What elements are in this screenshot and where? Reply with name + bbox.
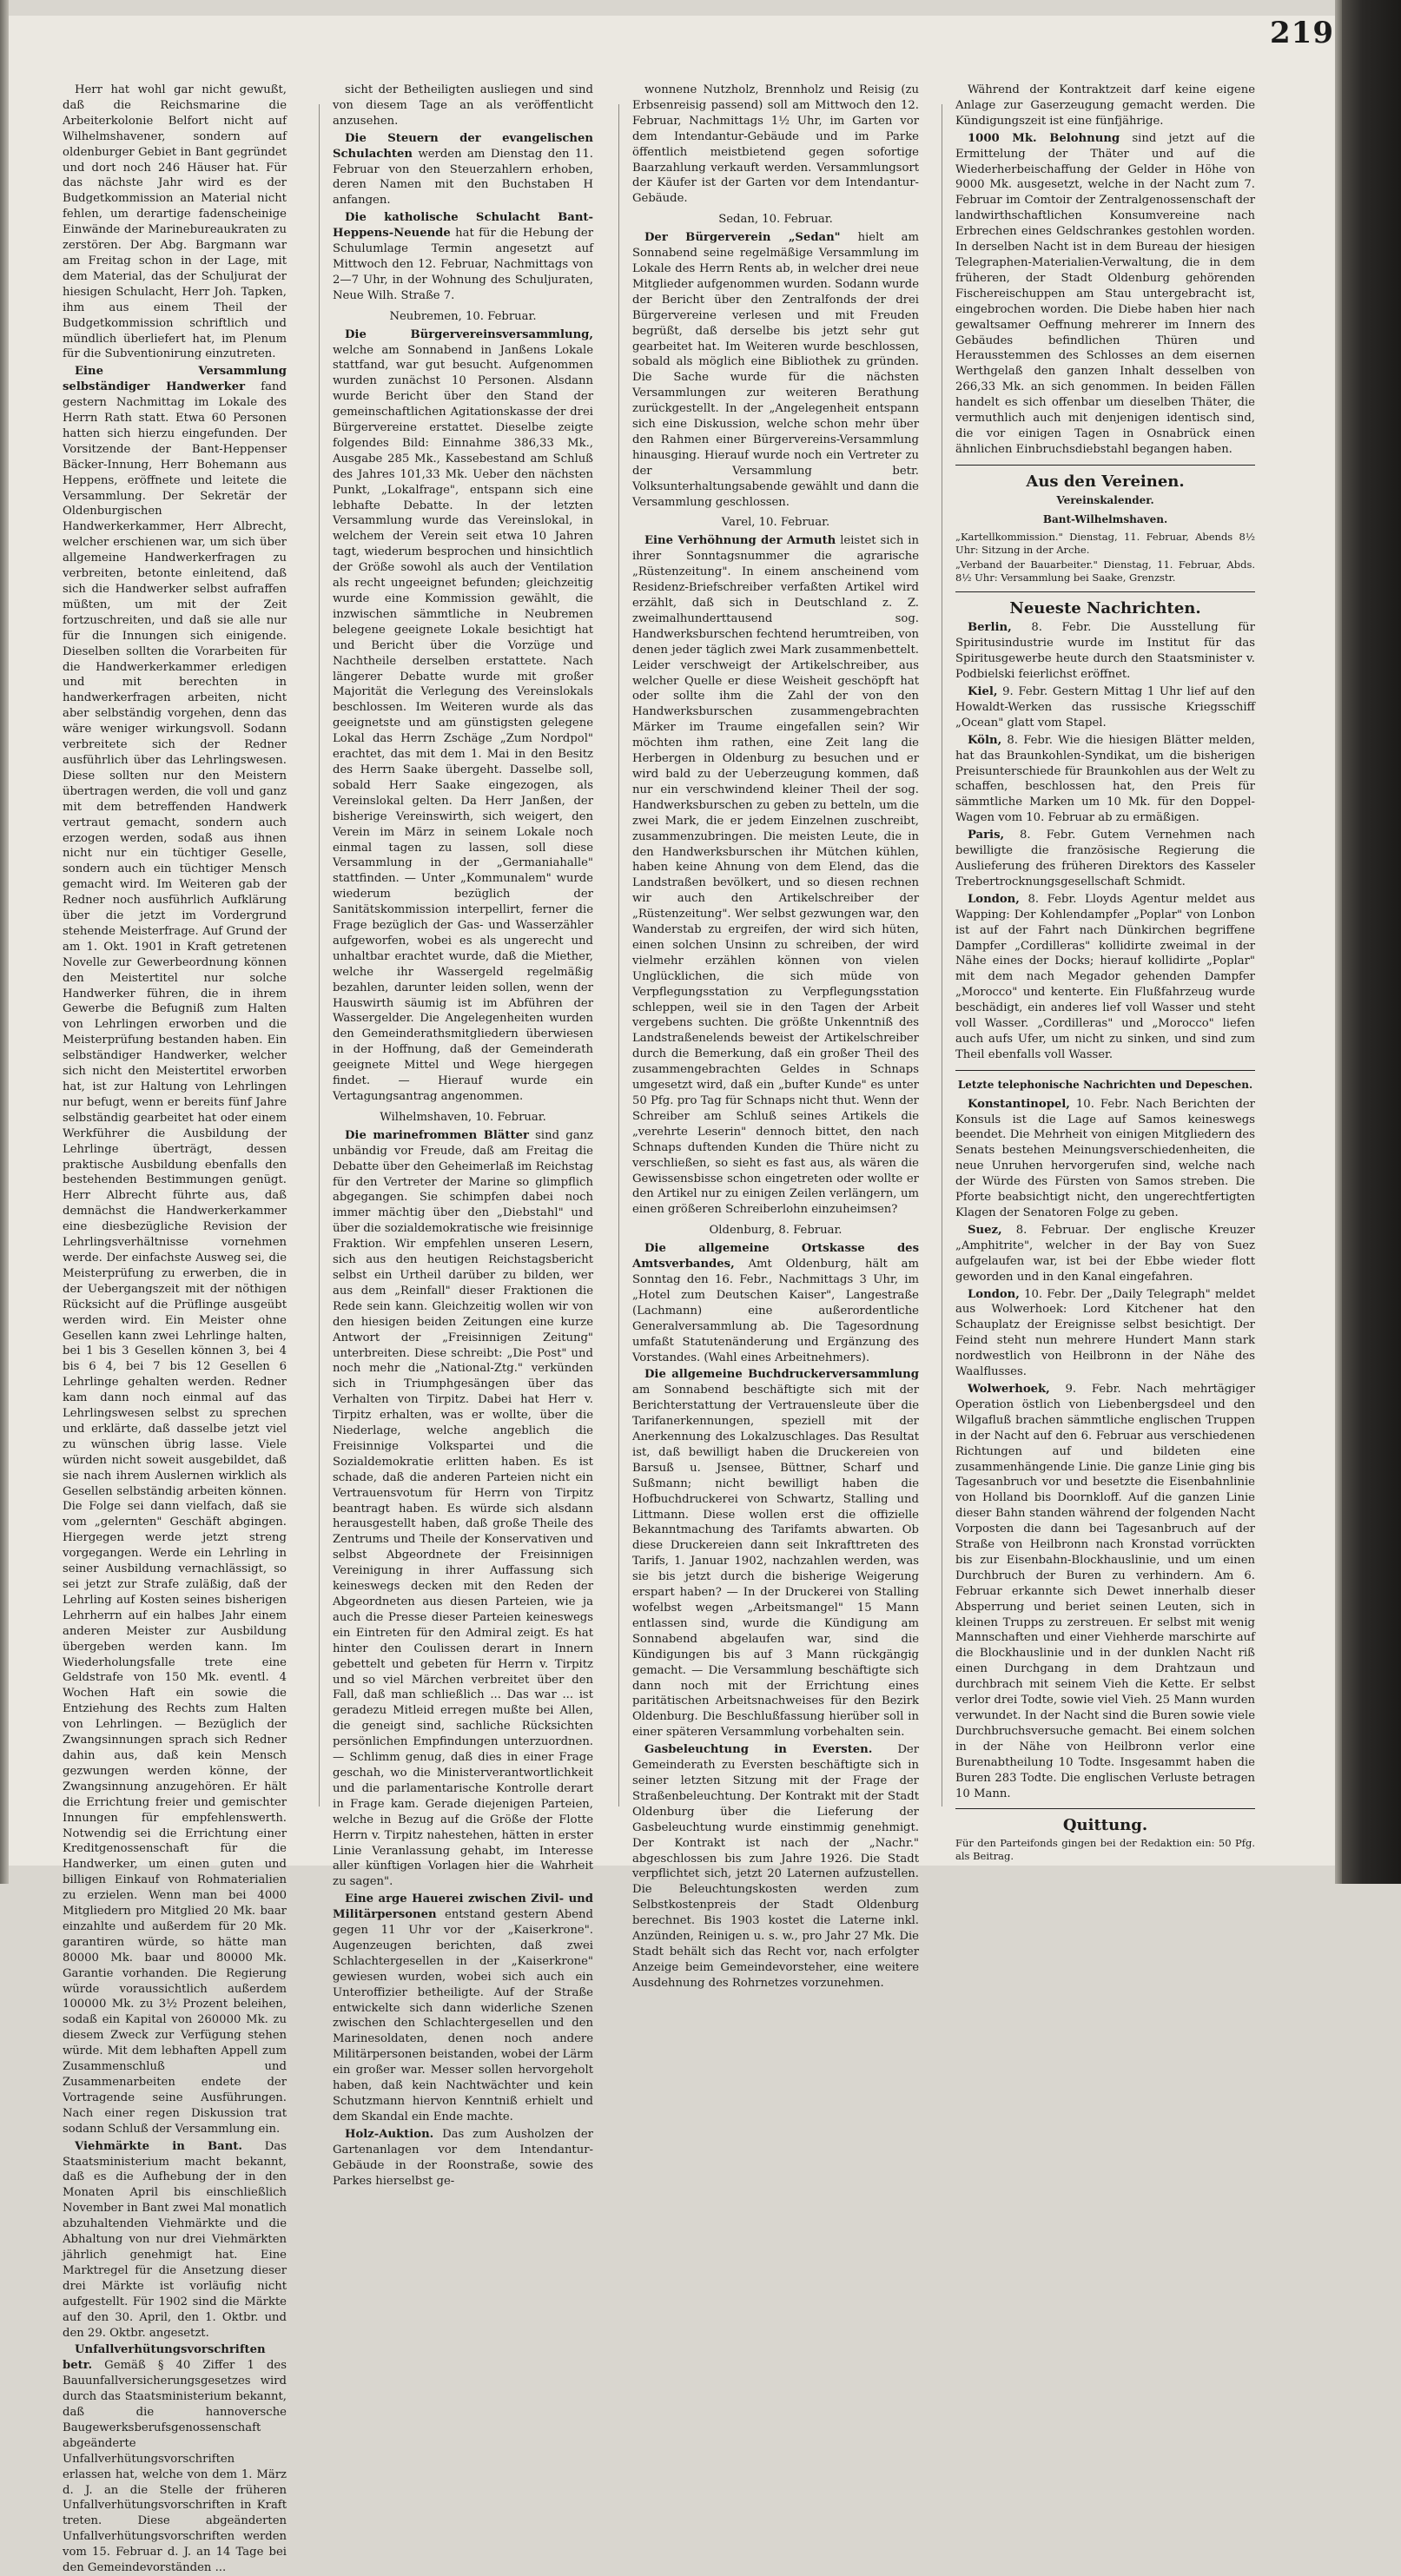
article-text: Der Gemeinderath zu Eversten beschäftigte sich in seiner letzten Sitzung mit der Frage der Straßenbeleuchtung. Der Kontrakt mit der Stadt Oldenburg über die Lieferung der Gasbeleuchtung wurde einstimmig genehmigt. Der Kontrakt ist nach der „Nachr." abgeschlossen bis zum Jahre 1926. Die Stadt verpflichtet sich, jetzt 20 Laternen aufzustellen. Die Beleuchtungskosten werden zum Selbstkostenpreis der Stadt Oldenburg berechnet. Bis 1903 kostet die Laterne inkl. Anzünden, Reinigen u. s. w., pro Jahr 27 Mk. Die Stadt behält sich das Recht vor, nach erfolgter Anzeige beim Gemeindevorsteher, eine weitere Ausdehnung des Rohrnetzes vorzunehmen. [632,1743,919,1990]
article-text: 8. Febr. Wie die hiesigen Blätter melden, hat das Braunkohlen-Syndikat, um die bisherigen Preisunterschiede für Braunkohlen aus der Welt zu schaffen, beschlossen hat, den Preis für sämmtliche Marken um 10 Mk. für den Doppel-Wagen vom 10. Februar ab zu ermäßigen. [955,733,1255,825]
subheading: Bant-Wilhelmshaven. [1042,512,1168,525]
dateline: Sedan, 10. Februar. [718,213,833,227]
section-heading: Aus den Vereinen. [1026,472,1185,491]
column-3 [632,83,920,1990]
article-headline: Die Steuern der evangelischen Schulachten [333,131,593,161]
column-1 [63,83,287,2575]
article-headline: Berlin, [968,621,1012,635]
book-binding [1342,0,1401,1884]
article-paragraph [632,1367,919,1740]
article-text: sind jetzt auf die Ermittelung der Thäter und auf die Wiederherbeischaffung der Gelder in Höhe von 9000 Mk. ausgesetzt, welche in der Nacht zum 7. Februar im Comtoir der Zentralgenossenschaft der landwirthschaftlichen Konsumvereine nach Erbrechen eines Geldschrankes gestohlen worden. In derselben Nacht ist in dem Bureau der hiesigen Telegraphen-Materialien-Verwaltung, die in dem früheren, der Stadt Oldenburg gehörenden Fischereischuppen am Stau untergebracht ist, eingebrochen worden. Die Diebe haben hier nach gewaltsamer Oeffnung mehrerer im Innern des Gebäudes befindlichen Thüren und Herausstemmen des Schlosses an dem eisernen Werthgelaß den ganzen Inhalt desselben von 266,33 Mk. an sich genommen. In beiden Fällen handelt es sich offenbar um dieselben Thäter, die vermuthlich auch mit denjenigen identisch sind, die vor einigen Tagen in Osnabrück einen ähnlichen Einbruchsdiebstahl begangen haben. [955,131,1255,456]
article-text: werden am Dienstag den 11. Februar von den Steuerzahlern erhoben, deren Namen mit den Buchstaben H anfangen. [333,147,593,208]
article-headline: London, [968,892,1020,906]
binding-edge [1335,0,1342,1884]
article-paragraph [632,1742,919,1991]
article-paragraph [955,733,1255,826]
notice-text: „Kartellkommission." Dienstag, 11. Februar, Abends 8½ Uhr: Sitzung in der Arche. [955,531,1255,557]
article-paragraph [955,828,1255,890]
article-text: sind ganz unbändig vor Freude, daß am Freitag die Debatte über den Geheimerlaß im Reichstag für den Vertreter der Marine so glimpflich abgegangen. Sie schimpfen dabei noch immer mächtig über den „Diebstahl" und über die sozialdemokratische wie freisinnige Fraktion. Wir empfehlen unseren Lesern, sich aus den heutigen Reichstagsbericht selbst ein Urtheil darüber zu bilden, wer aus dem „Reinfall" dieser Fraktionen die Rede sein kann. Gleichzeitig wollen wir von den hiesigen beiden Zeitungen eine kurze Antwort der „Freisinnigen Zeitung" unterbreiten. Diese schreibt: „Die Post" und noch mehr die „National-Ztg." verkünden sich in Triumphgesängen über das Verhalten von Tirpitz. Dabei hat Herr v. Tirpitz erhalten, was er wollte, über die Niederlage, welche angeblich die Freisinnige Volkspartei und die Sozialdemokratie erlitten haben. Es ist schade, daß die anderen Parteien nicht ein Vertrauensvotum für Herrn von Tirpitz beantragt haben. Es würde sich alsdann herausgestellt haben, daß große Theile des Zentrums und Theile der Konservativen und selbst Abgeordnete der Freisinnigen Vereinigung in ihrer Auffassung sich keineswegs decken mit den Reden der Abgeordneten aus diesen Parteien, wie ja auch die Presse dieser Parteien keineswegs ein Eintreten für den Admiral zeigt. Es hat hinter den Coulissen derart in Innern gebettelt und gebeten für Herrn v. Tirpitz und so viel Märchen verbreitet über den Fall, daß man schließlich ... Das war ... ist geradezu Mitleid erregen mußte bei Allen, die geneigt sind, sachliche Rücksichten persönlichen Empfindungen unterzuordnen. — Schlimm genug, daß dies in einer Frage geschah, wo die Ministerverantwortlichkeit und die parlamentarische Kontrolle derart in Frage kam. Gerade diejenigen Parteien, welche in Bezug auf die Größe der Flotte Herrn v. Tirpitz nahestehen, hätten in erster Linie Veranlassung gehabt, im Interesse aller künftigen Vorlagen hier die Wahrheit zu sagen". [333,1128,594,1889]
article-paragraph [63,364,287,2137]
article-text: 8. Febr. Gutem Vernehmen nach bewilligte die französische Regierung die Auslieferung des früheren Direktors des Kasseler Trebertrocknungsgesellschaft Schmidt. [955,829,1255,888]
article-text: fand gestern Nachmittag im Lokale des Herrn Rath statt. Etwa 60 Personen hatten sich hierzu eingefunden. Der Vorsitzende der Bant-Heppenser Bäcker-Innung, Herr Bohemann aus Heppens, eröffnete und leitete die Versammlung. Der Sekretär der Oldenburgischen Handwerkerkammer, Herr Albrecht, welcher erschienen war, um sich über allgemeine Handwerkerfragen zu verbreiten, betonte einleitend, daß sich die Handwerker selbst aufraffen müßten, um mit der Zeit fortzuschreiten, und daß sie alle nur für die Innungen sich einigende. Dieselben sollten die Vorarbeiten für die Handwerkerkammer erledigen und mit berechten in handwerkerfragen arbeiten, nicht aber selbständig vorgehen, denn das wäre weniger wirkungsvoll. Sodann verbreitete sich der Redner ausführlich über das Lehrlingswesen. Diese sollten nur den Meistern übertragen werden, die voll und ganz mit dem betreffenden Handwerk vertraut gemacht, sondern auch erzogen werden, sodaß aus ihnen nicht nur ein tüchtiger Geselle, sondern auch ein tüchtiger Mensch gemacht wird. Im Weiteren gab der Redner noch ausführlich Aufklärung über die jetzt im Vordergrund stehende Meisterfrage. Auf Grund der am 1. Okt. 1901 in Kraft getretenen Novelle zur Gewerbeordnung können den Meistertitel nur solche Handwerker führen, die in ihrem Gewerbe die Befugniß zum Halten von Lehrlingen erworben und die Meisterprüfung bestanden haben. Ein selbständiger Handwerker, welcher sich nicht den Meistertitel erworben hat, ist zur Haltung von Lehrlingen nur befugt, wenn er bereits fünf Jahre selbständig gearbeitet hat oder einem Werkführer die Ausbildung der Lehrlinge überträgt, dessen praktische Ausbildung ebenfalls den bestehenden Bestimmungen genügt. Herr Albrecht führte aus, daß demnächst die Handwerkerkammer eine diesbezügliche Revision der Lehrlingsverhältnisse vornehmen werde. Der einfachste Ausweg sei, die Meisterprüfung zu erwerben, die in der Uebergangszeit mit der nöthigen Rücksicht auf die Prüflinge ausgeübt werden wird. Ein Meister ohne Gesellen kann zwei Lehrlinge halten, bei 1 bis 3 Gesellen können 3, bei 4 bis 6 4, bei 7 bis 12 Gesellen 6 Lehrlinge gehalten werden. Redner kam dann noch einmal auf das Lehrlingswesen selbst zu sprechen und erklärte, daß dasselbe jetzt viel zu wünschen übrig lasse. Viele würden nicht soweit ausgebildet, daß sie nach ihrem Auslernen wirklich als Gesellen selbständig arbeiten können. Die Folge sei dann vielfach, daß sie vom „gelernten" Geschäft abgingen. Hiergegen werde jetzt streng vorgegangen. Werde ein Lehrling in seiner Ausbildung vernachlässigt, so sei jetzt zur Strafe zuläßig, daß der Lehrling auf Kosten seines bisherigen Lehrherrn auf ein halbes Jahr einem anderen Meister zur Ausbildung übergeben werden kann. Im Wiederholungsfalle trete eine Geldstrafe von 150 Mk. eventl. 4 Wochen Haft ein sowie die Entziehung des Rechts zum Halten von Lehrlingen. — Bezüglich der Zwangsinnungen sprach sich Redner dahin aus, daß kein Mensch gezwungen werden könne, der Zwangsinnung anzugehören. Er hält die Errichtung freier und gemischter Innungen für empfehlenswerth. Notwendig sei die Errichtung einer Kreditgenossenschaft für die Handwerker, um einen guten und billigen Einkauf von Rohmaterialien zu erzielen. Wenn man bei 4000 Mitgliedern pro Mitglied 20 Mk. baar einzahlte und außerdem für 20 Mk. garantiren würde, so hätte man 80000 Mk. baar und 80000 Mk. Garantie vorhanden. Die Regierung würde voraussichtlich außerdem 100000 Mk. zu 3½ Prozent beleihen, sodaß ein Kapital von 260000 Mk. zu diesem Zweck zur Verfügung stehen würde. Mit dem lebhaften Appell zum Zusammenschluß und Zusammenarbeiten endete der Vortragende seine Ausführungen. Nach einer regen Diskussion trat sodann Schluß der Versammlung ein. [63,380,287,2136]
article-headline: Holz-Auktion. [345,2127,434,2141]
article-headline: Die katholische Schulacht Bant-Heppens-Neuende [333,211,593,241]
article-paragraph [333,210,593,303]
column-divider [319,104,320,1807]
article-text: hat für die Hebung der Schulumlage Termin angesetzt auf Mittwoch den 12. Februar, Nachmittags von 2—7 Uhr, in der Wohnung des Schuljuraten, Neue Wilh. Straße 7. [333,227,593,302]
column-4 [955,83,1256,1863]
section-rule [955,591,1255,592]
dateline: Varel, 10. Februar. [721,516,830,530]
article-paragraph [955,1097,1255,1221]
article-headline: Der Bürgerverein „Sedan" [644,231,841,245]
page-number: 219 [1270,16,1334,50]
article-paragraph [632,1241,919,1365]
article-paragraph [632,83,919,207]
article-paragraph [955,892,1255,1063]
article-text: wonnene Nutzholz, Brennholz und Reisig (zu Erbsenreisig passend) soll am Mittwoch den 12. Februar, Nachmittags 1½ Uhr, im Garten vor dem Intendantur-Gebäude und im Parke öffentlich meistbietend gegen sofortige Baarzahlung verkauft werden. Versammlungsort der Käufer ist der Garten vor dem Intendantur-Gebäude. [632,83,919,206]
article-text: Das Staatsministerium macht bekannt, daß es die Aufhebung der in den Monaten April bis einschließlich November in Bant zwei Mal monatlich abzuhaltenden Viehmärkte und die Abhaltung von nur drei Viehmärkten jährlich genehmigt hat. Eine Marktregel für die Ansetzung dieser drei Märkte ist vorläufig nicht aufgestellt. Für 1902 sind die Märkte auf den 30. April, den 1. Oktbr. und den 29. Oktbr. angesetzt. [63,2139,287,2340]
scan-left-shadow [0,0,9,1884]
article-paragraph [955,684,1255,731]
column-divider [618,104,619,1807]
article-paragraph [632,533,919,1218]
article-paragraph [333,1892,593,2125]
article-paragraph [63,2342,287,2576]
article-headline: Konstantinopel, [968,1097,1070,1111]
article-text: entstand gestern Abend gegen 11 Uhr vor der „Kaiserkrone". Augenzeugen berichten, daß zwei Schlachtergesellen in der „Kaiserkrone" gewiesen wurden, wobei sich auch ein Unteroffizier betheiligte. Auf der Straße entwickelte sich dann widerliche Szenen zwischen den Schlachtergesellen und den Marinesoldaten, denen noch andere Militärpersonen beistanden, wobei der Lärm ein großer war. Messer sollen hervorgeholt haben, daß kein Nachtwächter und kein Schutzmann hiervon Kenntniß erhielt und dem Skandal ein Ende machte. [333,1908,593,2124]
article-headline: Suez, [968,1223,1002,1237]
dateline: Wilhelmshaven, 10. Februar. [380,1110,546,1124]
article-text: Gemäß § 40 Ziffer 1 des Bauunfallversicherungsgesetzes wird durch das Staatsministerium bekannt, daß die hannoversche Baugewerksberufsgenossenschaft abgeänderte Unfallverhütungsvorschriften erlassen hat, welche von dem 1. März d. J. an die Stelle der früheren Unfallverhütungsvorschriften in Kraft treten. Diese abgeänderten Unfallverhütungsvorschriften werden vom 15. Februar d. J. an 14 Tage bei den Gemeindevorständen ... [63,2359,287,2575]
section-heading: Quittung. [1062,1816,1148,1835]
article-text: Während der Kontraktzeit darf keine eigene Anlage zur Gaserzeugung gemacht werden. Die Kündigungszeit ist eine fünfjährige. [955,83,1255,128]
article-paragraph [955,620,1255,683]
article-text: leistet sich in ihrer Sonntagsnummer die agrarische „Rüstenzeitung". In einem anscheinend vom Residenz-Briefschreiber verfaßten Artikel wird erzählt, daß sich in Deutschland z. Z. zweimalhunderttausend sog. Handwerksburschen fechtend herumtreiben, von denen jeder täglich zwei Mark zusammenbettelt. Leider verschweigt der Artikelschreiber, aus welcher Quelle er diese Weisheit geschöpft hat oder sollte ihm die Zahl der von den Handwerksburschen zusammengebrachten Märker im Traume eingefallen sein? Wir möchten ihm rathen, eine Zeit lang die Herbergen in Oldenburg zu besuchen und er wird bald zu der Ueberzeugung kommen, daß nur ein verschwindend kleiner Theil der sog. Handwerksburschen zu geben zu betteln, um die zwei Mark, die er jedem Einzelnen zuschreibt, zusammenzubringen. Die meisten Leute, die in den Handwerksburschen ihr Mütchen kühlen, haben keine Ahnung von dem Elend, das die Landstraßen bevölkert, und so diesen rechnen wir auch den Artikelschreiber der „Rüstenzeitung". Wer selbst gezwungen war, den Wanderstab zu ergreifen, der wird sich hüten, einen solchen Unsinn zu schreiben, der wird vielmehr erzählen können von vielen Unglücklichen, die sich müde von Verpflegungsstation zu Verpflegungsstation schleppen, weil sie in den Tagen der Arbeit vergebens suchten. Die größte Unkenntniß des Landstraßenelends beweist der Artikelschreiber durch die Bemerkung, daß ein großer Theil des zusammengebrachten Geldes in Schnaps umgesetzt wird, daß ein „bufter Kunde" es unter 50 Pfg. pro Tag für Schnaps nicht thut. Wenn der Schreiber am Schluß seines Artikels die „verehrte Leserin" dennoch bittet, den nach Schnaps duftenden Kunden die Thüre nicht zu verschließen, so sieht es fast aus, als wären die Gewissensbisse schon eingetreten oder wollte er den Artikel nur zu einigen Zeilen verlängern, um einen größeren Schreiberlohn einzuheimsen? [632,534,920,1217]
article-paragraph [333,83,593,129]
article-paragraph [333,1128,593,1890]
article-headline: Die allgemeine Ortskasse des Amtsverbandes, [632,1242,919,1271]
article-headline: Köln, [968,733,1002,747]
article-paragraph [632,230,919,510]
article-paragraph [955,131,1255,458]
dateline: Neubremen, 10. Februar. [389,309,537,323]
section-rule [955,1808,1255,1809]
article-paragraph [63,83,287,362]
article-text: hielt am Sonnabend seine regelmäßige Versammlung im Lokale des Herrn Rents ab, in welcher drei neue Mitglieder aufgenommen wurden. Sodann wurde der Bericht über den Zentralfonds der drei Bürgervereine verlesen und mit Freuden begrüßt, daß derselbe bis jetzt sehr gut gearbeitet hat. Im Weiteren wurde beschlossen, sobald als möglich eine Bibliothek zu gründen. Die Sache wurde für die nächsten Versammlungen zur weiteren Berathung zurückgestellt. In der „Angelegenheit entspann sich eine Diskussion, welche schon mehr über den Rahmen einer Bürgervereins-Versammlung hinausging. Hierauf wurde noch ein Vertreter zu der Versammlung betr. Volksunterhaltungsabende gewählt und dann die Versammlung geschlossen. [632,231,919,509]
article-text: 10. Febr. Der „Daily Telegraph" meldet aus Wolwerhoek: Lord Kitchener hat den Schauplatz der Ereignisse selbst besichtigt. Der Feind steht nun mehrere Hundert Mann stark nordwestlich von Heilbronn in der Nähe des Waalflusses. [955,1287,1256,1379]
subheading: Vereinskalender. [1056,493,1154,506]
column-2 [333,83,594,2188]
article-headline: Eine arge Hauerei zwischen Zivil- und Militärpersonen [333,1892,593,1922]
article-headline: Viehmärkte in Bant. [75,2139,242,2153]
article-headline: London, [968,1287,1020,1301]
article-headline: Die allgemeine Buchdruckerversammlung [644,1368,919,1382]
article-text: 8. Februar. Der englische Kreuzer „Amphitrite", welcher in der Bay von Suez aufgelaufen war, ist bei der Ebbe wieder flott geworden und in den Kanal eingefahren. [955,1223,1255,1284]
article-headline: 1000 Mk. Belohnung [968,131,1120,145]
article-paragraph [955,1287,1255,1380]
article-headline: Eine Versammlung selbständiger Handwerker [63,365,287,394]
article-headline: Die Bürgervereinsversammlung, [345,327,593,341]
section-rule [955,465,1255,466]
article-text: am Sonnabend beschäftigte sich mit der Berichterstattung der Vertrauensleute über die Tarifanerkennungen, speziell mit der Anerkennung des Lokalzuschlages. Das Resultat ist, daß bewilligt haben die Druckereien von Barsuß u. Jsensee, Büttner, Scharf und Sußmann; nicht bewilligt haben die Hofbuchdruckerei von Schwartz, Stalling und Littmann. Diese wollen erst die offizielle Bekanntmachung des Tarifamts abwarten. Ob diese Druckereien dann seit Inkrafttreten des Tarifs, 1. Januar 1902, nachzahlen werden, was sie bis jetzt durch die bisherige Weigerung erspart haben? — In der Druckerei von Stalling wofelbst wegen „Arbeitsmangel" 15 Mann entlassen sind, wurde die Kündigung am Sonnabend abgelaufen war, sind die Kündigungen bis auf 3 Mann rückgängig gemacht. — Die Versammlung beschäftigte sich dann noch mit der Errichtung eines paritätischen Arbeitsnachweises für den Bezirk Oldenburg. Die Beschlußfassung hierüber soll in einer späteren Versammlung vorbehalten sein. [632,1384,919,1740]
article-paragraph [333,2127,593,2190]
article-headline: Kiel, [968,685,998,698]
article-headline: Die marinefrommen Blätter [345,1128,529,1142]
article-text: Amt Oldenburg, hält am Sonntag den 16. Febr., Nachmittags 3 Uhr, im „Hotel zum Deutschen Kaiser", Langestraße (Lachmann) eine außerordentliche Generalversammlung ab. Die Tagesordnung umfaßt Statutenänderung und Ergänzung des Vorstandes. (Wahl eines Arbeitnehmers). [632,1258,919,1364]
article-headline: Gasbeleuchtung in Eversten. [644,1743,873,1757]
article-paragraph [333,327,593,1105]
article-paragraph [333,131,593,209]
notice-text: „Verband der Bauarbeiter." Dienstag, 11. Februar, Abds. 8½ Uhr: Versammlung bei Saake, Grenzstr. [955,558,1255,585]
article-headline: Paris, [968,829,1005,842]
article-paragraph [955,1382,1255,1801]
article-text: sicht der Betheiligten ausliegen und sind von diesem Tage an als veröffentlicht anzusehen. [333,83,593,128]
article-text: 8. Febr. Die Ausstellung für Spiritusindustrie wurde im Institut für das Spiritusgewerbe heute durch den Staatsminister v. Podbielski feierlichst eröffnet. [955,621,1255,682]
article-paragraph [955,83,1255,129]
article-text: 8. Febr. Lloyds Agentur meldet aus Wapping: Der Kohlendampfer „Poplar" von Lonbon ist auf der Fahrt nach Dünkirchen begriffene Dampfer „Cordilleras" kollidirte zweimal in der Nähe eines der Docks; hierauf kollidirte „Poplar" mit dem nach Megador gehenden Dampfer „Morocco" und kenterte. Ein Flußfahrzeug wurde beschädigt, ein anderes lief voll Wasser und steht voll Wasser. „Cordilleras" und „Morocco" liefen auch aufs Ufer, um nicht zu sinken, und sind zum Theil ebenfalls voll Wasser. [955,892,1255,1061]
article-text: 9. Febr. Nach mehrtägiger Operation östlich von Liebenbergsdeel und den Wilgafluß brachen sämmtliche englischen Truppen in der Nacht auf den 6. Februar aus verschiedenen Richtungen auf und bildeten eine zusammenhängende Linie. Die ganze Linie ging bis Tagesanbruch vor und besetzte die Eisenbahnlinie von Holland bis Doornkloff. Auf die ganzen Linie dieser Bahn standen während der folgenden Nacht Vorposten die dann bei Tagesanbruch auf der Straße von Heilbronn nach Kronstad vorrückten bis zur Eisenbahn-Blockhauslinie, und um einen Durchbruch der Buren zu verhindern. Am 6. Februar erkannte sich Dewet innerhalb dieser Absperrung und beriet seinen Leuten, sich in kleinen Trupps zu zerstreuen. Er selbst mit wenig Mannschaften und einer Viehherde marschirte auf die Blockhauslinie und in der dunklen Nacht riß einen Durchgang in dem Drahtzaun und durchbrach mit seinem Vieh die Kette. Er selbst verlor drei Todte, sowie viel Vieh. 25 Mann wurden verwundet. In der Nacht sind die Buren sowie viele Durchbruchsversuche gemacht. Bei einem solchen in der Nähe von Heilbronn verlor eine Burenabtheilung 10 Todte. Insgesammt haben die Buren 283 Todte. Die englischen Verluste betragen 10 Mann. [955,1382,1255,1800]
article-paragraph [955,1223,1255,1285]
article-text: 10. Febr. Nach Berichten der Konsuls ist die Lage auf Samos keineswegs beendet. Die Mehrheit von einigen Mitgliedern des Senats bestehen Meinungsverschiedenheiten, die neue Unruhen hervorgerufen sind, welche nach der Würde des Fürsten von Samos streben. Die Pforte beabsichtigt nicht, den ungerechtfertigten Klagen der Senatoren Folge zu geben. [955,1097,1255,1219]
article-paragraph [63,2139,287,2342]
article-text: 9. Febr. Gestern Mittag 1 Uhr lief auf den Howaldt-Werken das russische Kriegsschiff „Ocean" glatt vom Stapel. [955,685,1255,730]
article-headline: Unfallverhütungsvorschriften betr. [63,2343,266,2373]
section-heading: Neueste Nachrichten. [1009,599,1201,618]
article-text: welche am Sonnabend in Janßens Lokale stattfand, war gut besucht. Aufgenommen wurden zunächst 10 Personen. Alsdann wurde Bericht über den Stand der gemeinschaftlichen Agitationskasse der drei Bürgervereine erstattet. Dieselbe zeigte folgendes Bild: Einnahme 386,33 Mk., Ausgabe 285 Mk., Kassebestand am Schluß des Jahres 101,33 Mk. Ueber den nächsten Punkt, „Lokalfrage", entspann sich eine lebhafte Debatte. In der letzten Versammlung wurde das Vereinslokal, in welchem der Verein seit etwa 10 Jahren tagt, wiederum besprochen und hinsichtlich der Größe sowohl als auch der Ventilation als recht ungeeignet befunden; gleichzeitig wurde eine Kommission gewählt, die inzwischen sämmtliche in Neubremen belegene geeignete Lokale besichtigt hat und Bericht über die Vorzüge und Nachtheile derselben erstattete. Nach längerer Debatte wurde mit großer Majorität die Verlegung des Vereinslokals beschlossen. Im Weiteren wurde als das geeignetste und am günstigsten gelegene Lokal das Herrn Zschäge „Zum Nordpol" erachtet, das mit dem 1. Mai in den Besitz des Herrn Saake übergeht. Dasselbe soll, sobald Herr Saake eingezogen, als Vereinslokal gelten. Da Herr Janßen, der bisherige Vereinswirth, sich weigert, den Verein im März in seinem Lokale noch einmal tagen zu lassen, soll diese Versammlung in der „Germaniahalle" stattfinden. — Unter „Kommunalem" wurde wiederum bezüglich der Sanitätskommission interpellirt, ferner die Frage bezüglich der Gas- und Wasserzähler aufgeworfen, wobei es als ungerecht und unhaltbar erachtet wurde, daß die Miether, welche ihr Wassergeld regelmäßig bezahlen, darunter leiden sollen, wenn der Hauswirth säumig ist im Abführen der Wassergelder. Die Angelegenheiten wurden den Gemeinderathsmitgliedern überwiesen in der Hoffnung, daß der Gemeinderath geeignete Mittel und Wege hiergegen findet. — Hierauf wurde ein Vertagungsantrag angenommen. [333,343,593,1103]
subheading: Letzte telephonische Nachrichten und Depeschen. [957,1078,1253,1091]
dateline: Oldenburg, 8. Februar. [709,1224,843,1238]
section-rule [955,1070,1255,1071]
article-headline: Eine Verhöhnung der Armuth [644,534,836,548]
notice-text: Für den Parteifonds gingen bei der Redaktion ein: 50 Pfg. als Beitrag. [955,1837,1255,1863]
article-headline: Wolwerhoek, [968,1382,1050,1396]
article-text: Das zum Ausholzen der Gartenanlagen vor dem Intendantur-Gebäude in der Roonstraße, sowie des Parkes hierselbst ge- [333,2127,593,2188]
article-text: Herr hat wohl gar nicht gewußt, daß die Reichsmarine die Arbeiterkolonie Belfort nicht auf Wilhelmshavener, sondern auf oldenburger Gebiet in Bant gegründet und dort noch 246 Häuser hat. Für das nächste Jahr wird es der Budgetkommission an Material nicht fehlen, um derartige fadenscheinige Einwände der Marinebureaukraten zu zerstören. Der Abg. Bargmann war am Freitag schon in der Lage, mit dem Material, das der Schuljurat der hiesigen Schulacht, Herr Joh. Tapken, ihm aus einem Theil der Budgetkommission schriftlich und mündlich überliefert hat, im Plenum für die Subventionirung einzutreten. [63,83,287,361]
